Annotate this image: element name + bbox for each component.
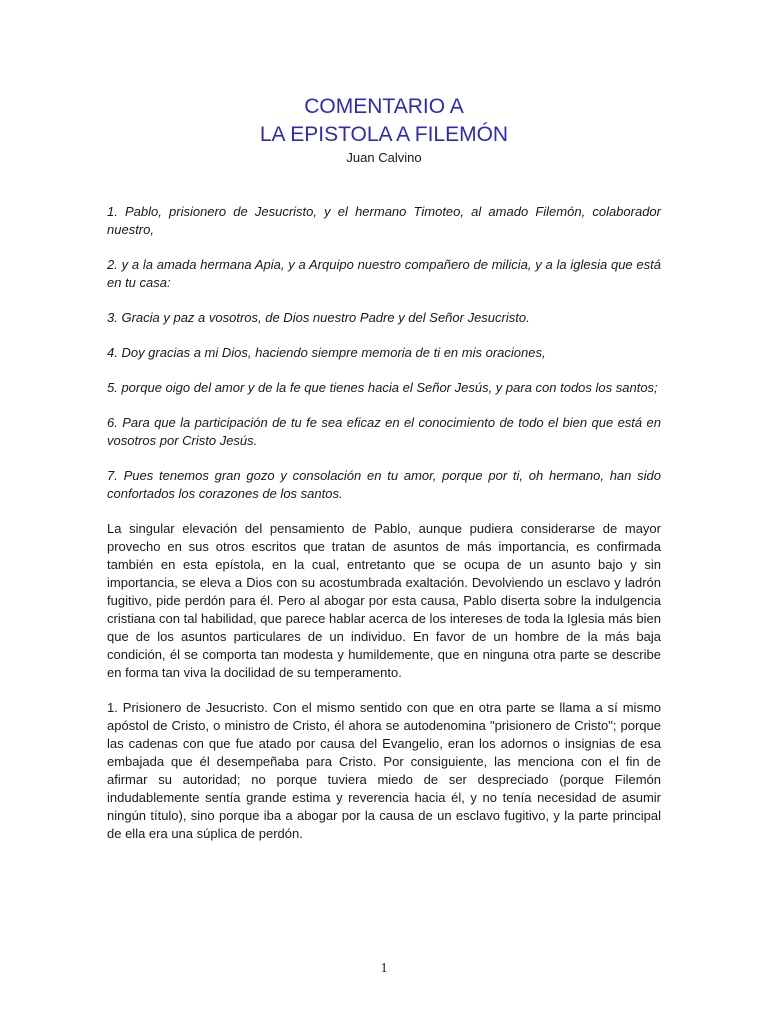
document-body — [107, 203, 661, 860]
verse-1: 1. Pablo, prisionero de Jesucristo, y el hermano Timoteo, al amado Filemón, colaborador nuestro, — [107, 204, 661, 237]
commentary-paragraph-verse-1: 1. Prisionero de Jesucristo. Con el mismo sentido con que en otra parte se llama a sí mismo apóstol de Cristo, o ministro de Cristo, él ahora se autodenomina "prisionero de Cristo"; porque las cadenas con que fue atado por causa del Evangelio, eran los adornos o insignias de esa embajada que él desempeñaba para Cristo. Por consiguiente, las menciona con el fin de afirmar su autoridad; no porque tuviera miedo de ser despreciado (porque Filemón indudablemente sentía grande estima y reverencia hacia él, y no tenía necesidad de asumir ningún título), sino porque iba a abogar por la causa de un esclavo fugitivo, y la parte principal de ella era una súplica de perdón. — [107, 700, 661, 841]
document-title-line-1: COMENTARIO A — [304, 95, 464, 118]
verse-2: 2. y a la amada hermana Apia, y a Arquipo nuestro compañero de milicia, y a la iglesia que está en tu casa: — [107, 257, 661, 290]
author-name: Juan Calvino — [346, 150, 422, 165]
verse-4: 4. Doy gracias a mi Dios, haciendo siempre memoria de ti en mis oraciones, — [107, 345, 546, 360]
document-title-line-2: LA EPISTOLA A FILEMÓN — [259, 123, 509, 146]
verse-7: 7. Pues tenemos gran gozo y consolación en tu amor, porque por ti, oh hermano, han sido confortados los corazones de los santos. — [107, 468, 661, 501]
verse-3: 3. Gracia y paz a vosotros, de Dios nuestro Padre y del Señor Jesucristo. — [107, 310, 530, 325]
verse-6: 6. Para que la participación de tu fe sea eficaz en el conocimiento de todo el bien que está en vosotros por Cristo Jesús. — [107, 415, 661, 448]
commentary-paragraph-intro: La singular elevación del pensamiento de Pablo, aunque pudiera considerarse de mayor provecho en sus otros escritos que tratan de asuntos de más importancia, es confirmada también en esta epístola, en la cual, entretanto que se ocupa de un asunto bajo y sin importancia, se eleva a Dios con su acostumbrada exaltación. Devolviendo un esclavo y ladrón fugitivo, pide perdón para él. Pero al abogar por esta causa, Pablo diserta sobre la indulgencia cristiana con tal habilidad, que parece hablar acerca de los intereses de toda la Iglesia más bien que de los asuntos particulares de un individuo. En favor de un hombre de la más baja condición, él se comporta tan modesta y humildemente, que en ninguna otra parte se describe en forma tan viva la docilidad de su temperamento. — [107, 521, 661, 680]
page-number: 1 — [380, 961, 388, 976]
verse-5: 5. porque oigo del amor y de la fe que tienes hacia el Señor Jesús, y para con todos los santos; — [107, 380, 658, 395]
